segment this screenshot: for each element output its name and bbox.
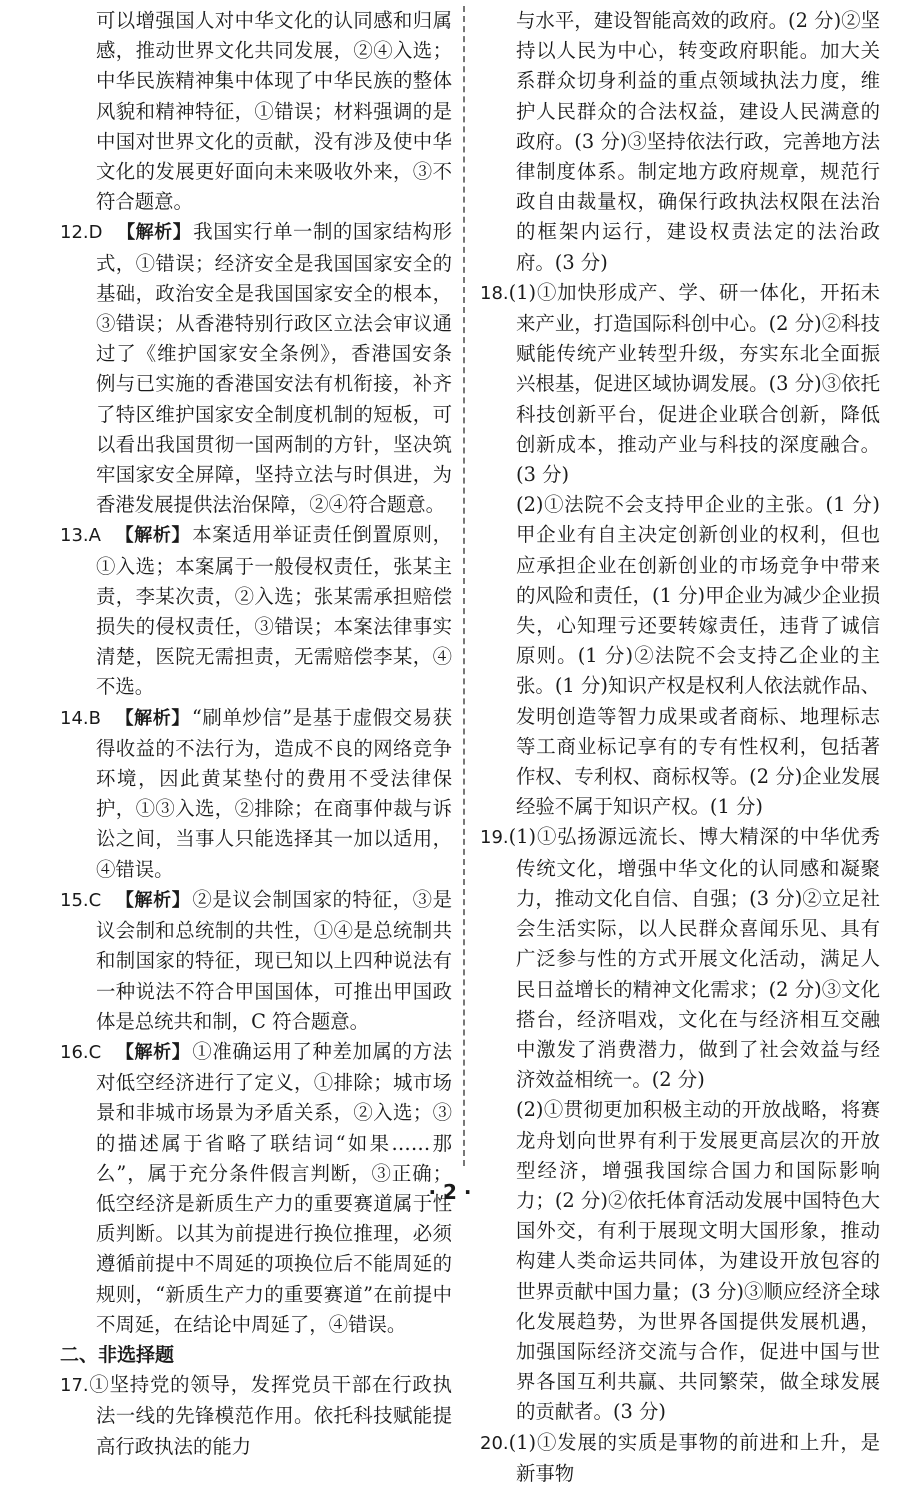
page-number: · 2 ·	[428, 1180, 472, 1204]
analysis-text: 本案适用举证责任倒置原则，①入选；本案属于一般侵权责任，张某主责，李某次责，②入选；张某需承担赔偿损失的侵权责任，③错误；本案法律事实清楚，医院无需担责，无需赔偿李某，④不选。	[96, 523, 453, 699]
section-title: 二、非选择题	[60, 1343, 175, 1366]
answer-part-1: (1)①加快形成产、学、研一体化，开拓未来产业，打造国际科创中心。(2 分)②科技赋能传统产业转型升级，夯实东北全面振兴根基，促进区域协调发展。(3 分)③依托科技创新平台，促进企业联合创新，降低创新成本，推动产业与科技的深度融合。(3 分)	[508, 280, 880, 487]
analysis-tag: 【解析】	[115, 889, 191, 911]
item-number: 16.	[60, 1041, 89, 1063]
answer-item-12	[60, 217, 452, 520]
answer-text: (1)①发展的实质是事物的前进和上升，是新事物	[508, 1430, 880, 1485]
answer-item-13	[60, 520, 452, 702]
analysis-tag: 【解析】	[115, 707, 190, 729]
item-11-continuation: 可以增强国人对中华文化的认同感和归属感，推动世界文化共同发展，②④入选；中华民族精神集中体现了中华民族的整体风貌和精神特征，①错误；材料强调的是中国对世界文化的贡献，没有涉及使中华文化的发展更好面向未来吸收外来，③不符合题意。	[96, 9, 452, 214]
analysis-text: 我国实行单一制的国家结构形式，①错误；经济安全是我国国家安全的基础，政治安全是我国国家安全的根本，③错误；从香港特别行政区立法会审议通过了《维护国家安全条例》，香港国安条例与已实施的香港国安法有机衔接，补齐了特区维护国家安全制度机制的短板，可以看出我国贯彻一国两制的方针，坚决筑牢国家安全屏障，坚持立法与时俱进，为香港发展提供法治保障，②④符合题意。	[96, 220, 453, 517]
item-answer: D	[88, 222, 103, 244]
answer-item-18-part-2: (2)①法院不会支持甲企业的主张。(1 分)甲企业有自主决定创新创业的权利，但也应承担企业在创新创业的市场竞争中带来的风险和责任，(1 分)甲企业为减少企业损失，心知理亏还要转嫁责任，违背了诚信原则。(1 分)②法院不会支持乙企业的主张。(1 分)知识产权是权利人依法就作品、发明创造等智力成果或者商标、地理标志等工商业标记享有的专有性权利，包括著作权、专利权、商标权等。(2 分)企业发展经验不属于知识产权。(1 分)	[516, 493, 880, 819]
analysis-tag: 【解析】	[116, 222, 192, 244]
answer-part-1: (1)①弘扬源远流长、博大精深的中华优秀传统文化，增强中华文化的认同感和凝聚力，推动文化自信、自强；(3 分)②立足社会生活实际，以人民群众喜闻乐见、具有广泛参与性的方式开展文化活动，满足人民日益增长的精神文化需求；(2 分)③文化搭台，经济唱戏，文化在与经济相互交融中激发了消费潜力，做到了社会效益与经济效益相统一。(2 分)	[508, 825, 880, 1092]
answer-item-15	[60, 885, 452, 1037]
analysis-text: ①准确运用了种差加属的方法对低空经济进行了定义，①排除；城市场景和非城市场景为矛盾关系，②入选；③的描述属于省略了联结词“如果……那么”，属于充分条件假言判断，③正确；低空经济是新质生产力的重要赛道属于性质判断。以其为前提进行换位推理，必须遵循前提中不周延的项换位后不能周延的规则，“新质生产力的重要赛道”在前提中不周延，在结论中周延了，④错误。	[96, 1039, 453, 1336]
item-answer: C	[88, 889, 102, 911]
answer-item-20	[480, 1428, 880, 1489]
analysis-tag: 【解析】	[115, 1041, 191, 1063]
item-answer: C	[88, 1041, 102, 1063]
item-number: 12.	[60, 222, 89, 244]
column-divider	[463, 6, 465, 1166]
item-number: 15.	[60, 889, 89, 911]
analysis-tag: 【解析】	[114, 525, 191, 547]
item-number: 18.	[480, 282, 509, 304]
item-number: 17.	[60, 1375, 89, 1397]
answer-item-19-part-2: (2)①贯彻更加积极主动的开放战略，将赛龙舟划向世界有利于发展更高层次的开放型经济，增强我国综合国力和国际影响力；(2 分)②依托体育活动发展中国特色大国外交，有利于展现文明大国形象，推动构建人类命运共同体，为建设开放包容的世界贡献中国力量；(3 分)③顺应经济全球化发展趋势，为世界各国提供发展机遇，加强国际经济交流与合作，促进中国与世界各国互利共赢、共同繁荣，做全球发展的贡献者。(3 分)	[516, 1098, 880, 1424]
item-number: 14.	[60, 707, 89, 729]
item-number: 19.	[480, 827, 509, 849]
item-number: 13.	[60, 525, 89, 547]
answer-item-17	[60, 1370, 452, 1462]
item-number: 20.	[480, 1432, 509, 1454]
right-column	[480, 6, 880, 1489]
analysis-text: ②是议会制国家的特征，③是议会制和总统制的共性，①④是总统制共和制国家的特征，现已知以上四种说法有一种说法不符合甲国国体，可推出甲国政体是总统共和制，C 符合题意。	[96, 887, 453, 1033]
analysis-text: “刷单炒信”是基于虚假交易获得收益的不法行为，造成不良的网络竞争环境，因此黄某垫付的费用不受法律保护，①③入选，②排除；在商事仲裁与诉讼之间，当事人只能选择其一加以适用，④错误。	[96, 705, 453, 881]
item-answer: B	[88, 707, 101, 729]
answer-item-14	[60, 703, 452, 885]
answer-item-18	[480, 278, 880, 490]
item-answer: A	[88, 525, 101, 547]
left-column	[60, 6, 452, 1462]
answer-item-19	[480, 822, 880, 1095]
item-17-continuation: 与水平，建设智能高效的政府。(2 分)②坚持以人民为中心，转变政府职能。加大关系群众切身利益的重点领域执法力度，维护人民群众的合法权益，建设人民满意的政府。(3 分)③坚持依法行政，完善地方法律制度体系。制定地方政府规章，规范行政自由裁量权，确保行政执法权限在法治的框架内运行，建设权责法定的法治政府。(3 分)	[516, 9, 880, 274]
answer-text: ①坚持党的领导，发挥党员干部在行政执法一线的先锋模范作用。依托科技赋能提高行政执法的能力	[88, 1373, 452, 1458]
